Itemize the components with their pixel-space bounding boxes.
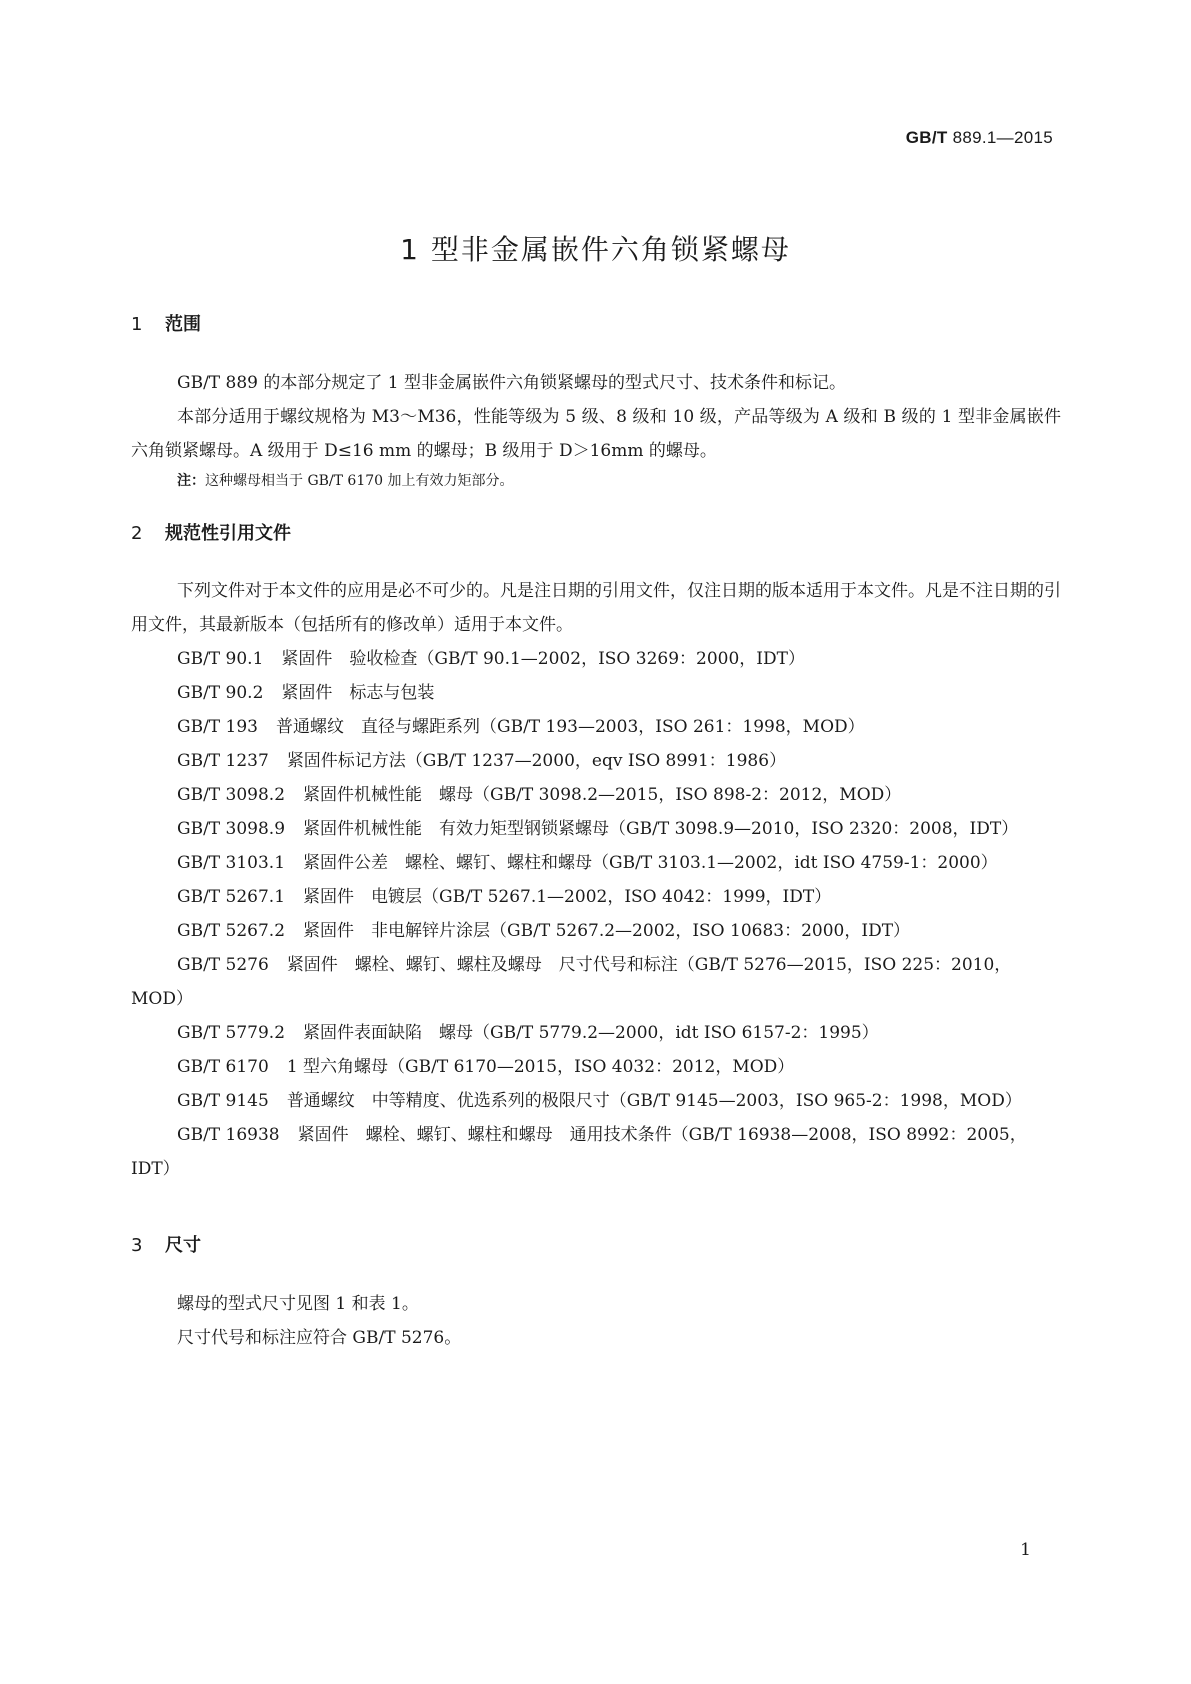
reference-item — [131, 914, 1061, 948]
scope-body — [131, 366, 1061, 494]
page-number: 1 — [1020, 1540, 1031, 1560]
dimensions-paragraph: 螺母的型式尺寸见图 1 和表 1。 — [177, 1294, 419, 1314]
document-code — [906, 128, 1053, 148]
page-title: 1 型非金属嵌件六角锁紧螺母 — [400, 233, 791, 266]
reference-title: 紧固件 标志与包装 — [281, 683, 435, 703]
reference-code: GB/T 90.2 — [177, 683, 264, 703]
reference-title: 紧固件机械性能 螺母（GB/T 3098.2—2015，ISO 898-2：2012，MOD） — [303, 785, 902, 805]
reference-title: 1 型六角螺母（GB/T 6170—2015，ISO 4032：2012，MOD） — [286, 1057, 795, 1077]
reference-title: 紧固件 验收检查（GB/T 90.1—2002，ISO 3269：2000，IDT） — [281, 649, 805, 669]
reference-title: 普通螺纹 中等精度、优选系列的极限尺寸（GB/T 9145—2003，ISO 965-2：1998，MOD） — [286, 1091, 1022, 1111]
reference-title: 普通螺纹 直径与螺距系列（GB/T 193—2003，ISO 261：1998，MOD） — [276, 717, 865, 737]
reference-title: 紧固件 非电解锌片涂层（GB/T 5267.2—2002，ISO 10683：2000，IDT） — [303, 921, 911, 941]
reference-item — [131, 812, 1061, 846]
section-heading-normative-references — [131, 519, 291, 545]
reference-item — [131, 948, 1061, 1016]
section-heading-scope — [131, 310, 201, 336]
reference-title: 紧固件公差 螺栓、螺钉、螺柱和螺母（GB/T 3103.1—2002，idt ISO 4759-1：2000） — [303, 853, 998, 873]
normative-intro: 下列文件对于本文件的应用是必不可少的。凡是注日期的引用文件，仅注日期的版本适用于本文件。凡是不注日期的引用文件，其最新版本（包括所有的修改单）适用于本文件。 — [131, 581, 1061, 635]
scope-paragraph: GB/T 889 的本部分规定了 1 型非金属嵌件六角锁紧螺母的型式尺寸、技术条件和标记。 — [177, 373, 847, 393]
reference-code: GB/T 5267.2 — [177, 921, 286, 941]
reference-item — [131, 880, 1061, 914]
reference-code: GB/T 1237 — [177, 751, 269, 771]
section-number: 2 — [131, 523, 143, 544]
reference-item — [131, 778, 1061, 812]
document-code-number: 889.1—2015 — [952, 128, 1053, 147]
reference-item — [131, 1050, 1061, 1084]
normative-body — [131, 574, 1061, 1186]
reference-title: 紧固件机械性能 有效力矩型钢锁紧螺母（GB/T 3098.9—2010，ISO 2320：2008，IDT） — [303, 819, 1019, 839]
reference-item — [131, 676, 1061, 710]
reference-code: GB/T 90.1 — [177, 649, 264, 669]
note-text: 这种螺母相当于 GB/T 6170 加上有效力矩部分。 — [205, 473, 514, 489]
reference-code: GB/T 6170 — [177, 1057, 269, 1077]
reference-item — [131, 710, 1061, 744]
reference-code: GB/T 193 — [177, 717, 258, 737]
dimensions-paragraph: 尺寸代号和标注应符合 GB/T 5276。 — [177, 1328, 462, 1348]
reference-item — [131, 642, 1061, 676]
reference-list — [131, 642, 1061, 1186]
section-title: 规范性引用文件 — [165, 523, 291, 544]
scope-note — [131, 468, 1061, 494]
reference-code: GB/T 3098.9 — [177, 819, 286, 839]
reference-code: GB/T 5276 — [177, 955, 269, 975]
section-number: 3 — [131, 1235, 143, 1256]
section-title: 范围 — [165, 314, 201, 335]
reference-code: GB/T 9145 — [177, 1091, 269, 1111]
reference-title: 紧固件 电镀层（GB/T 5267.1—2002，ISO 4042：1999，IDT） — [303, 887, 832, 907]
reference-item — [131, 1084, 1061, 1118]
section-number: 1 — [131, 314, 143, 335]
reference-title: 紧固件 螺栓、螺钉、螺柱及螺母 尺寸代号和标注（GB/T 5276—2015，ISO 225：2010，MOD） — [131, 955, 1012, 1009]
scope-paragraph: 本部分适用于螺纹规格为 M3～M36，性能等级为 5 级、8 级和 10 级，产品等级为 A 级和 B 级的 1 型非金属嵌件六角锁紧螺母。A 级用于 D≤16 mm 的螺母；B 级用于 D＞16mm 的螺母。 — [131, 407, 1061, 461]
section-heading-dimensions — [131, 1231, 201, 1257]
reference-code: GB/T 5267.1 — [177, 887, 286, 907]
reference-code: GB/T 3098.2 — [177, 785, 286, 805]
reference-title: 紧固件表面缺陷 螺母（GB/T 5779.2—2000，idt ISO 6157-2：1995） — [303, 1023, 879, 1043]
reference-item — [131, 846, 1061, 880]
reference-code: GB/T 16938 — [177, 1125, 280, 1145]
dimensions-body — [131, 1287, 1061, 1355]
note-label: 注： — [177, 473, 205, 489]
section-title: 尺寸 — [165, 1235, 201, 1256]
document-code-prefix: GB/T — [905, 128, 948, 147]
reference-title: 紧固件标记方法（GB/T 1237—2000，eqv ISO 8991：1986） — [286, 751, 787, 771]
reference-code: GB/T 3103.1 — [177, 853, 286, 873]
reference-title: 紧固件 螺栓、螺钉、螺柱和螺母 通用技术条件（GB/T 16938—2008，ISO 8992：2005，IDT） — [131, 1125, 1027, 1179]
reference-code: GB/T 5779.2 — [177, 1023, 286, 1043]
reference-item — [131, 1016, 1061, 1050]
reference-item — [131, 744, 1061, 778]
reference-item — [131, 1118, 1061, 1186]
